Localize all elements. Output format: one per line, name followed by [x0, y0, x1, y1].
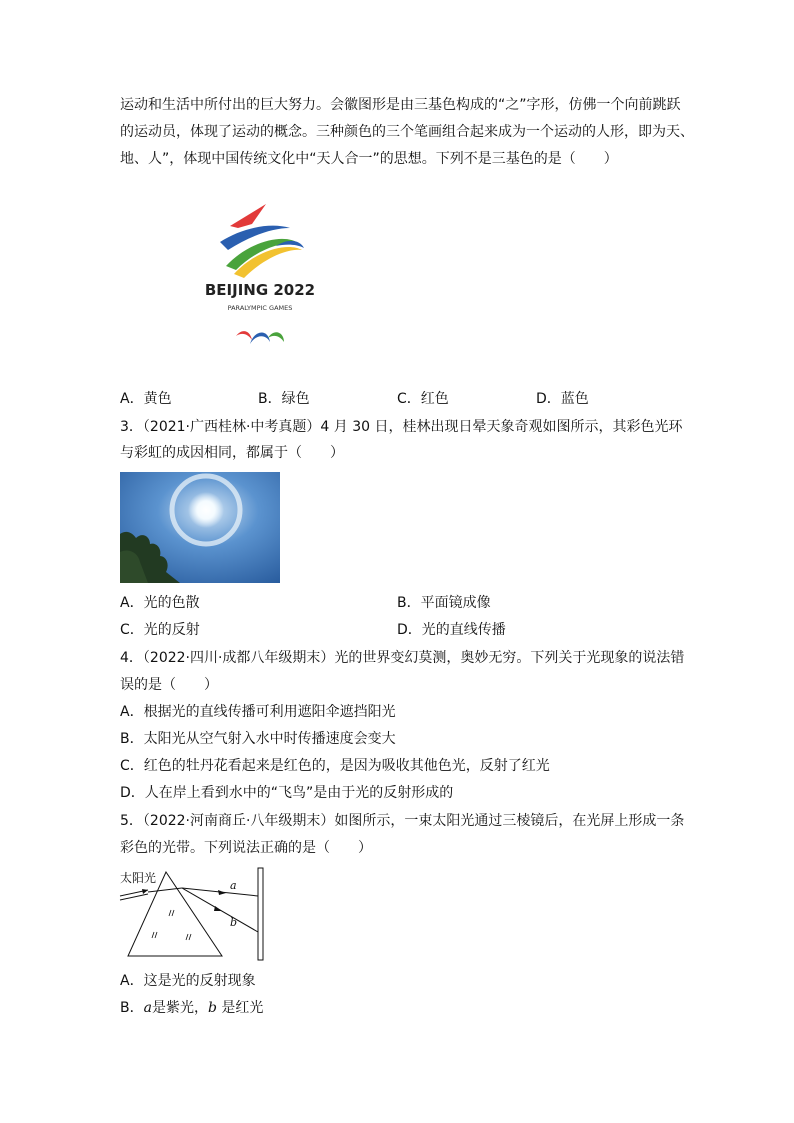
sun-halo-photo	[120, 472, 280, 583]
q5-option-b-prefix: B．	[120, 1000, 144, 1016]
logo-subtitle: PARALYMPIC GAMES	[227, 304, 293, 312]
logo-wordmark: BEIJING 2022	[204, 281, 316, 299]
q5-option-b[interactable]	[120, 998, 263, 1018]
intro-line-2: 的运动员，体现了运动的概念。三种颜色的三个笔画组合起来成为一个运动的人形，即为天、	[120, 124, 694, 140]
q4-option-c[interactable]: C．红色的牡丹花看起来是红色的，是因为吸收其他色光，反射了红光	[120, 758, 550, 774]
sun	[188, 492, 224, 528]
q3-line-2: 与彩虹的成因相同，都属于（ ）	[120, 445, 344, 461]
q5-option-b-suffix: 是红光	[216, 1000, 264, 1016]
q3-option-c[interactable]: C．光的反射	[120, 622, 200, 638]
q5-line-2: 彩色的光带。下列说法正确的是（ ）	[120, 840, 372, 856]
q4-option-d[interactable]: D．人在岸上看到水中的“飞鸟”是由于光的反射形成的	[120, 785, 454, 801]
intro-line-3: 地、人”，体现中国传统文化中“天人合一”的思想。下列不是三基色的是（ ）	[120, 151, 618, 167]
prism-diagram	[118, 866, 273, 962]
q4-line-2: 误的是（ ）	[120, 677, 218, 693]
emblem-graphic	[190, 198, 330, 363]
q3-line-1: 3．（2021·广西桂林·中考真题）4 月 30 日，桂林出现日晕天象奇观如图所示，其彩色光环	[120, 419, 683, 435]
q5-option-b-b: b	[207, 1000, 217, 1016]
q4-option-a[interactable]: A．根据光的直线传播可利用遮阳伞遮挡阳光	[120, 704, 396, 720]
q5-option-b-a: a	[143, 1000, 152, 1016]
q2-option-b[interactable]: B．绿色	[258, 391, 310, 407]
ray-b-label: b	[230, 916, 238, 929]
glass-hatching	[152, 910, 191, 940]
q3-option-d[interactable]: D．光的直线传播	[397, 622, 506, 638]
ray-a-label: a	[230, 879, 237, 892]
q3-option-a[interactable]: A．光的色散	[120, 595, 200, 611]
q3-option-b[interactable]: B．平面镜成像	[397, 595, 491, 611]
q5-line-1: 5．（2022·河南商丘·八年级期末）如图所示，一束太阳光通过三棱镜后，在光屏上形成一条	[120, 813, 685, 829]
q2-option-d[interactable]: D．蓝色	[536, 391, 589, 407]
light-screen	[258, 868, 263, 960]
q4-option-b[interactable]: B．太阳光从空气射入水中时传播速度会变大	[120, 731, 396, 747]
intro-line-1: 运动和生活中所付出的巨大努力。会徽图形是由三基色构成的“之”字形，仿佛一个向前跳跃	[120, 97, 681, 113]
q2-option-c[interactable]: C．红色	[397, 391, 449, 407]
q5-option-a[interactable]: A．这是光的反射现象	[120, 973, 256, 989]
beijing-2022-paralympic-logo	[190, 198, 330, 363]
q5-option-b-mid: 是紫光，	[151, 1000, 208, 1016]
q4-line-1: 4．（2022·四川·成都八年级期末）光的世界变幻莫测，奥妙无穷。下列关于光现象的说法错	[120, 650, 685, 666]
sunlight-label: 太阳光	[120, 871, 157, 885]
q2-option-a[interactable]: A．黄色	[120, 391, 172, 407]
